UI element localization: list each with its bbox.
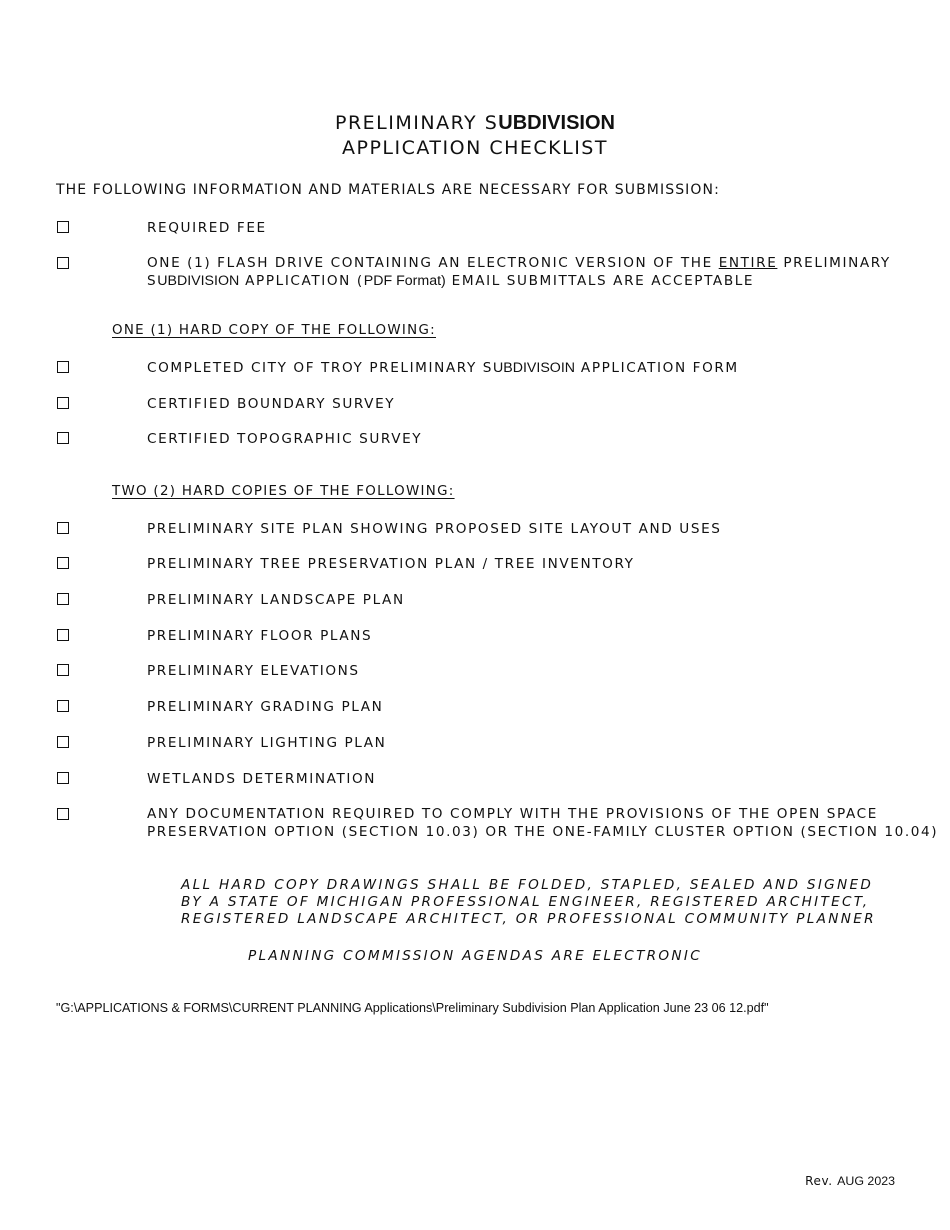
note-drawings-line2: BY A STATE OF MICHIGAN PROFESSIONAL ENGINEER, REGISTERED ARCHITECT, (181, 894, 870, 910)
item-flash-drive-line2 (147, 272, 754, 290)
note-agendas: PLANNING COMMISSION AGENDAS ARE ELECTRONIC (248, 948, 702, 964)
checkbox-application-form[interactable] (57, 361, 69, 373)
page-title-line1 (0, 112, 950, 135)
checkbox-tree-preservation[interactable] (57, 557, 69, 569)
flash-text-c-b: EMAIL SUBMITTALS ARE ACCEPTABLE (445, 273, 755, 289)
section-heading-one-copy: ONE (1) HARD COPY OF THE FOLLOWING: (112, 323, 436, 338)
checkbox-wetlands[interactable] (57, 772, 69, 784)
checkbox-grading-plan[interactable] (57, 700, 69, 712)
checkbox-open-space[interactable] (57, 808, 69, 820)
item-site-plan: PRELIMINARY SITE PLAN SHOWING PROPOSED SITE LAYOUT AND USES (147, 521, 722, 537)
flash-text-underlined: ENTIRE (718, 255, 778, 271)
item-open-space-line2: PRESERVATION OPTION (SECTION 10.03) OR THE ONE-FAMILY CLUSTER OPTION (SECTION 10.04) (147, 824, 939, 840)
section-heading-two-copies: TWO (2) HARD COPIES OF THE FOLLOWING: (112, 484, 455, 499)
checkbox-required-fee[interactable] (57, 221, 69, 233)
item-grading-plan: PRELIMINARY GRADING PLAN (147, 699, 384, 715)
intro-text: THE FOLLOWING INFORMATION AND MATERIALS ARE NECESSARY FOR SUBMISSION: (56, 182, 720, 198)
checkbox-topographic-survey[interactable] (57, 432, 69, 444)
note-drawings-line1: ALL HARD COPY DRAWINGS SHALL BE FOLDED, STAPLED, SEALED AND SIGNED (181, 877, 874, 893)
page-title-line2: APPLICATION CHECKLIST (342, 137, 608, 159)
flash-text-pdf-format: PDF Format) (363, 273, 446, 289)
form-text-a: COMPLETED CITY OF TROY PRELIMINARY S (147, 360, 494, 376)
revision-prefix: Rev. (805, 1174, 838, 1188)
flash-text-a: ONE (1) FLASH DRIVE CONTAINING AN ELECTRONIC VERSION OF THE (147, 255, 719, 271)
title-bold: UBDIVISION (498, 112, 615, 134)
flash-text-c-sans: UBDIVISION (157, 273, 240, 289)
revision-date: AUG 2023 (837, 1174, 895, 1188)
file-path: "G:\APPLICATIONS & FORMS\CURRENT PLANNING Applications\Preliminary Subdivision Plan Application June 23 06 12.pdf" (56, 1001, 769, 1015)
checkbox-site-plan[interactable] (57, 522, 69, 534)
item-application-form (147, 359, 739, 377)
note-drawings-line3: REGISTERED LANDSCAPE ARCHITECT, OR PROFESSIONAL COMMUNITY PLANNER (181, 911, 876, 927)
item-elevations: PRELIMINARY ELEVATIONS (147, 663, 360, 679)
item-flash-drive-line1 (147, 254, 891, 272)
checkbox-flash-drive[interactable] (57, 257, 69, 269)
checkbox-landscape-plan[interactable] (57, 593, 69, 605)
item-open-space-line1: ANY DOCUMENTATION REQUIRED TO COMPLY WITH THE PROVISIONS OF THE OPEN SPACE (147, 806, 878, 822)
flash-text-c-prefix: S (147, 273, 158, 289)
checkbox-floor-plans[interactable] (57, 629, 69, 641)
item-lighting-plan: PRELIMINARY LIGHTING PLAN (147, 735, 387, 751)
revision-label (805, 1174, 895, 1188)
item-floor-plans: PRELIMINARY FLOOR PLANS (147, 628, 373, 644)
checkbox-lighting-plan[interactable] (57, 736, 69, 748)
form-text-b: APPLICATION FORM (575, 360, 739, 376)
title-prefix: PRELIMINARY S (335, 112, 499, 134)
item-boundary-survey: CERTIFIED BOUNDARY SURVEY (147, 396, 396, 412)
item-landscape-plan: PRELIMINARY LANDSCAPE PLAN (147, 592, 405, 608)
checkbox-elevations[interactable] (57, 664, 69, 676)
item-topographic-survey: CERTIFIED TOPOGRAPHIC SURVEY (147, 431, 423, 447)
checkbox-boundary-survey[interactable] (57, 397, 69, 409)
item-wetlands: WETLANDS DETERMINATION (147, 771, 377, 787)
item-tree-preservation: PRELIMINARY TREE PRESERVATION PLAN / TREE INVENTORY (147, 556, 635, 572)
flash-text-b: PRELIMINARY (777, 255, 891, 271)
form-text-sans: UBDIVISOIN (493, 360, 576, 376)
item-required-fee: REQUIRED FEE (147, 220, 267, 236)
flash-text-c-a: APPLICATION ( (239, 273, 364, 289)
